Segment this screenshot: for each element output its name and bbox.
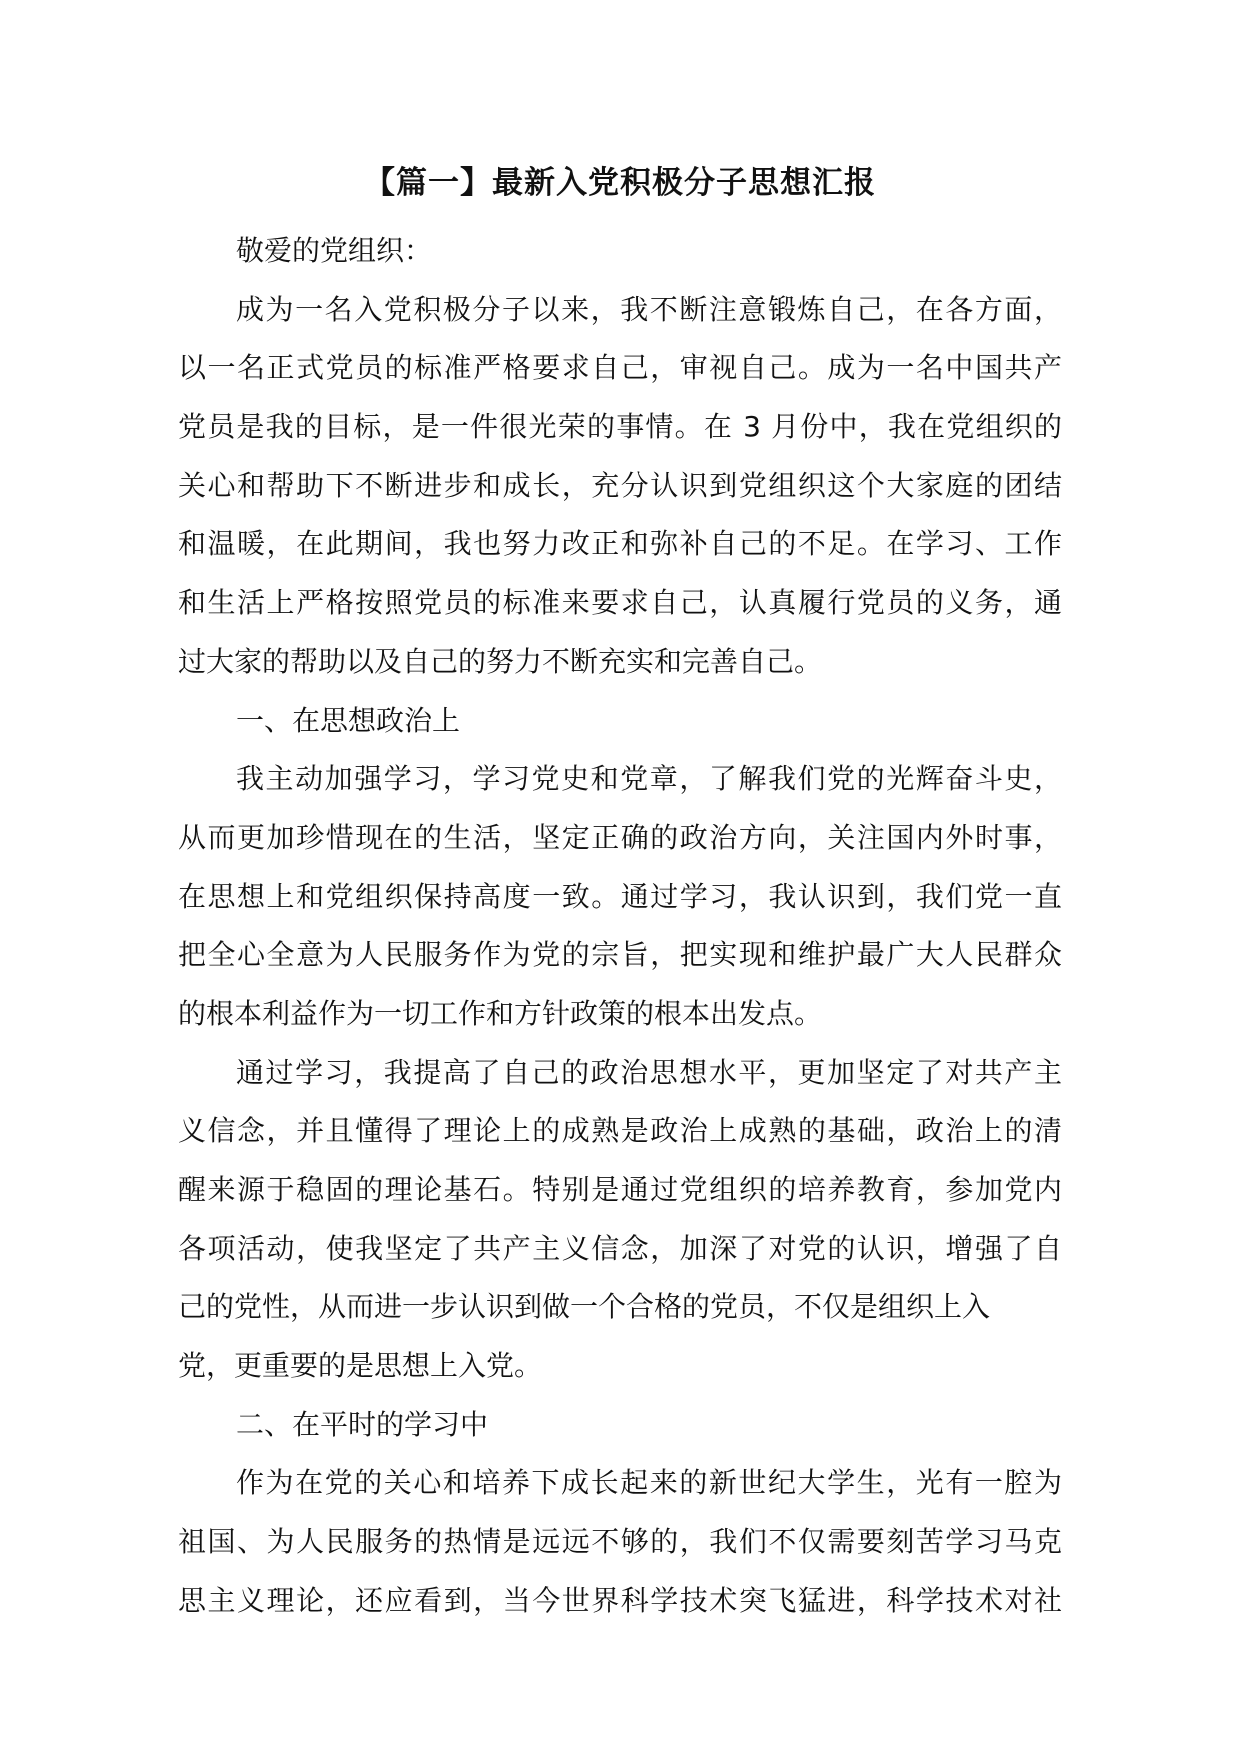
paragraph-line: 和温暖，在此期间，我也努力改正和弥补自己的不足。在学习、工作 (178, 527, 1062, 561)
paragraph-line: 的根本利益作为一切工作和方针政策的根本出发点。 (178, 996, 823, 1030)
paragraph-line: 祖国、为人民服务的热情是远远不够的，我们不仅需要刻苦学习马克 (178, 1525, 1062, 1559)
salutation: 敬爱的党组织： (236, 234, 433, 267)
paragraph-line: 党，更重要的是思想上入党。 (178, 1349, 543, 1383)
paragraph-line: 义信念，并且懂得了理论上的成熟是政治上成熟的基础，政治上的清 (178, 1114, 1062, 1148)
paragraph-line: 过大家的帮助以及自己的努力不断充实和完善自己。 (178, 644, 823, 678)
paragraph-line: 醒来源于稳固的理论基石。特别是通过党组织的培养教育，参加党内 (178, 1173, 1062, 1206)
paragraph-line: 以一名正式党员的标准严格要求自己，审视自己。成为一名中国共产 (178, 351, 1062, 385)
section-heading: 二、在平时的学习中 (236, 1407, 489, 1441)
paragraph-line: 党员是我的目标，是一件很光荣的事情。在 3 月份中，我在党组织的 (178, 410, 1062, 444)
paragraph-line: 从而更加珍惜现在的生活，坚定正确的政治方向，关注国内外时事， (178, 820, 1062, 854)
document-title: 【篇一】最新入党积极分子思想汇报 (364, 165, 876, 201)
paragraph-line: 通过学习，我提高了自己的政治思想水平，更加坚定了对共产主 (236, 1055, 1062, 1089)
paragraph-line: 己的党性，从而进一步认识到做一个合格的党员，不仅是组织上入 (178, 1290, 991, 1324)
paragraph-line: 成为一名入党积极分子以来，我不断注意锻炼自己，在各方面， (236, 292, 1062, 326)
paragraph-line: 在思想上和党组织保持高度一致。通过学习，我认识到，我们党一直 (178, 879, 1062, 913)
paragraph-line: 我主动加强学习，学习党史和党章，了解我们党的光辉奋斗史， (236, 762, 1062, 796)
paragraph-line: 各项活动，使我坚定了共产主义信念，加深了对党的认识，增强了自 (178, 1231, 1062, 1265)
paragraph-line: 把全心全意为人民服务作为党的宗旨，把实现和维护最广大人民群众 (178, 938, 1062, 972)
paragraph-line: 和生活上严格按照党员的标准来要求自己，认真履行党员的义务，通 (178, 586, 1062, 620)
document-body (178, 222, 1062, 1631)
section-heading: 一、在思想政治上 (236, 703, 461, 737)
paragraph-line: 关心和帮助下不断进步和成长，充分认识到党组织这个大家庭的团结 (178, 468, 1062, 502)
paragraph-line: 思主义理论，还应看到，当今世界科学技术突飞猛进，科学技术对社 (178, 1583, 1062, 1617)
paragraph-line: 作为在党的关心和培养下成长起来的新世纪大学生，光有一腔为 (236, 1466, 1062, 1500)
